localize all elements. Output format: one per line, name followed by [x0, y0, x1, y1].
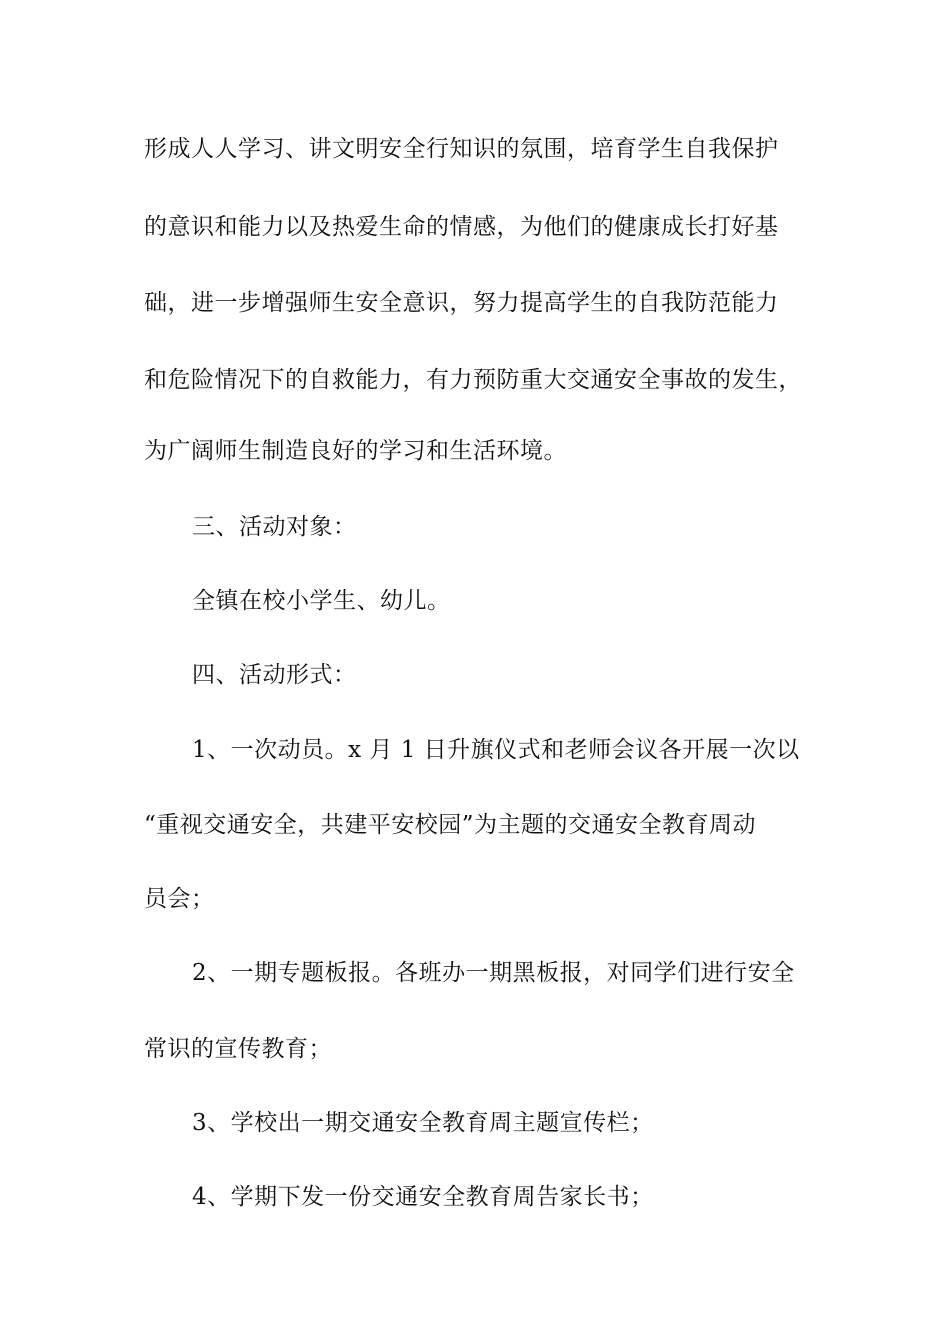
paragraph-line: 常识的宣传教育；: [144, 1036, 332, 1062]
paragraph-line: 全镇在校小学生、幼儿。: [192, 588, 451, 614]
paragraph-line: 员会；: [144, 886, 215, 912]
list-item-line: 3、学校出一期交通安全教育周主题宣传栏；: [192, 1110, 654, 1136]
list-item-line: 4、学期下发一份交通安全教育周告家长书；: [192, 1184, 654, 1210]
section-heading-activity-target: 三、活动对象：: [192, 514, 357, 540]
paragraph-line: “重视交通安全，共建平安校园”为主题的交通安全教育周动: [144, 812, 757, 838]
paragraph-line: 础，进一步增强师生安全意识，努力提高学生的自我防范能力: [144, 290, 779, 316]
paragraph-line: 形成人人学习、讲文明安全行知识的氛围，培育学生自我保护: [144, 136, 779, 162]
section-heading-activity-form: 四、活动形式：: [192, 662, 357, 688]
paragraph-line: 为广阔师生制造良好的学习和生活环境。: [144, 438, 567, 464]
paragraph-line: 的意识和能力以及热爱生命的情感，为他们的健康成长打好基: [144, 214, 779, 240]
paragraph-line: 和危险情况下的自救能力，有力预防重大交通安全事故的发生，: [144, 367, 802, 393]
list-item-line: 2、一期专题板报。各班办一期黑板报，对同学们进行安全: [192, 960, 795, 986]
list-item-line: 1、一次动员。x 月 1 日升旗仪式和老师会议各开展一次以: [192, 737, 800, 763]
